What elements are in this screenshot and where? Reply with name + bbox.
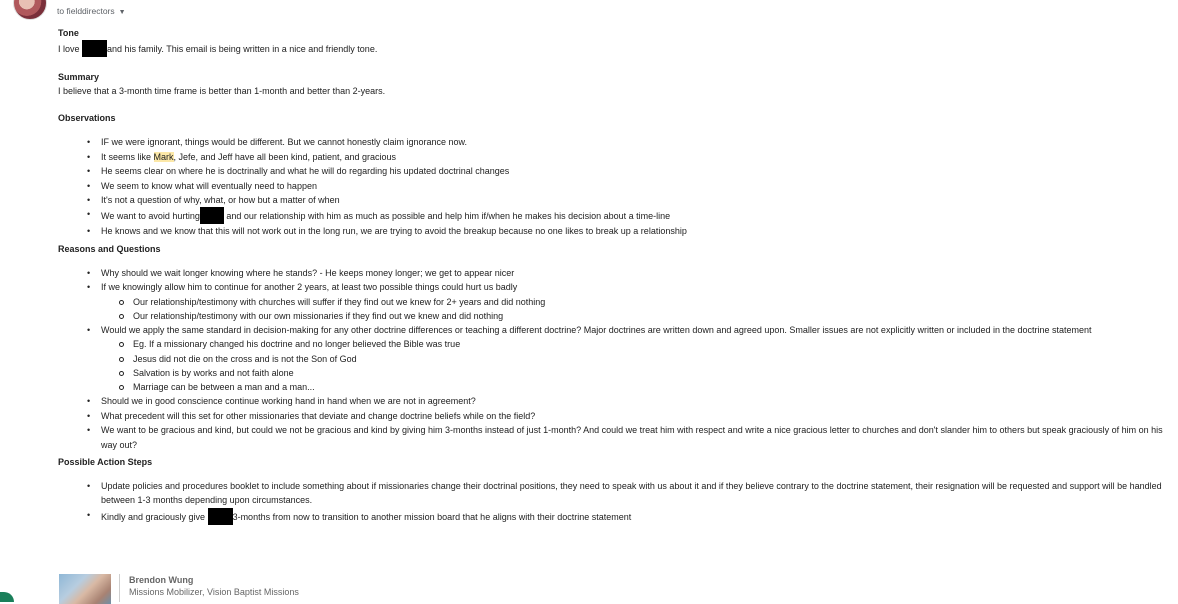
signature-photo: [59, 574, 111, 604]
list-item-text: and our relationship with him as much as possible and help him if/when he makes his decision about a time-line: [223, 211, 671, 222]
sub-list-item: Marriage can be between a man and a man...: [58, 380, 1168, 394]
list-item-text: We want to avoid hurting: [101, 211, 200, 222]
actions-heading: Possible Action Steps: [58, 456, 153, 467]
list-item: • He seems clear on where he is doctrinally and what he will do regarding his updated doctrinal changes: [58, 164, 1168, 178]
observations-heading: Observations: [58, 113, 116, 124]
email-body: [58, 26, 1168, 525]
list-item: [58, 508, 1168, 525]
list-item-text: , Jefe, and Jeff have all been kind, patient, and gracious: [173, 151, 397, 162]
list-item: • What precedent will this set for other missionaries that deviate and change doctrine beliefs while on the field?: [58, 409, 1168, 423]
sub-list-item: Salvation is by works and not faith alone: [58, 366, 1168, 380]
observations-list: [58, 135, 1168, 238]
list-item: • IF we were ignorant, things would be different. But we cannot honestly claim ignorance now.: [58, 135, 1168, 149]
highlighted-name: Mark: [153, 151, 174, 162]
tone-heading: Tone: [58, 28, 79, 38]
recipient-text: to fielddirectors: [57, 6, 115, 16]
sub-list-item: Jesus did not die on the cross and is not the Son of God: [58, 352, 1168, 366]
redacted-name: [208, 508, 233, 525]
recipient-line[interactable]: [57, 5, 126, 19]
list-item: • Should we in good conscience continue working hand in hand when we are not in agreement?: [58, 394, 1168, 408]
list-item: • We want to be gracious and kind, but could we not be gracious and kind by giving him 3-months instead of just 1-month? And could we treat him with respect and write a nice gracious letter to churches and don't slander him to others but speak graciously of him on his way out?: [58, 423, 1168, 452]
actions-list: [58, 479, 1168, 525]
corner-accent: [0, 592, 14, 602]
sender-avatar[interactable]: [13, 0, 47, 20]
reasons-list: [58, 266, 1168, 452]
list-item: [58, 207, 1168, 224]
list-item: [58, 150, 1168, 164]
redacted-name: [82, 40, 107, 57]
tone-text-after: and his family. This email is being written in a nice and friendly tone.: [107, 44, 378, 54]
list-item: • He knows and we know that this will not work out in the long run, we are trying to avoid the breakup because no one likes to break up a relationship: [58, 224, 1168, 238]
list-item: • Update policies and procedures booklet to include something about if missionaries change their doctrinal positions, they need to speak with us about it and if they believe contrary to the doctrine statement, their resignation will be requested and support will be handled between 1-3 months depending upon circumstances.: [58, 479, 1168, 508]
list-item: • If we knowingly allow him to continue for another 2 years, at least two possible things could hurt us badly: [58, 280, 1168, 294]
list-item: • Why should we wait longer knowing where he stands? - He keeps money longer; we get to appear nicer: [58, 266, 1168, 280]
sub-list-item: Our relationship/testimony with churches will suffer if they find out we knew for 2+ years and did nothing: [58, 295, 1168, 309]
sub-list-item: Our relationship/testimony with our own missionaries if they find out we knew and did nothing: [58, 309, 1168, 323]
signature-name: Brendon Wung: [129, 575, 194, 585]
summary-heading: Summary: [58, 72, 100, 82]
list-item-text: Kindly and graciously give: [101, 511, 208, 522]
list-item-text: It seems like: [101, 151, 154, 162]
tone-text: [58, 40, 1168, 57]
list-item: • We seem to know what will eventually need to happen: [58, 179, 1168, 193]
signature-divider: [119, 574, 120, 602]
tone-text-before: I love: [58, 44, 83, 54]
signature-title: Missions Mobilizer, Vision Baptist Missions: [129, 587, 299, 597]
list-item: • Would we apply the same standard in decision-making for any other doctrine differences or teaching a different doctrine? Major doctrines are written down and agreed upon. Smaller issues are not explicitly written or included in the doctrine statement: [58, 323, 1168, 337]
redacted-name: [200, 207, 224, 224]
summary-text: I believe that a 3-month time frame is better than 1-month and better than 2-years.: [58, 86, 386, 96]
list-item-text: 3-months from now to transition to another mission board that he aligns with their doctrine statement: [232, 511, 632, 522]
sub-list-item: Eg. If a missionary changed his doctrine and no longer believed the Bible was true: [58, 337, 1168, 351]
list-item: • It's not a question of why, what, or how but a matter of when: [58, 193, 1168, 207]
chevron-down-icon[interactable]: ▼: [118, 9, 126, 16]
reasons-heading: Reasons and Questions: [58, 243, 161, 254]
